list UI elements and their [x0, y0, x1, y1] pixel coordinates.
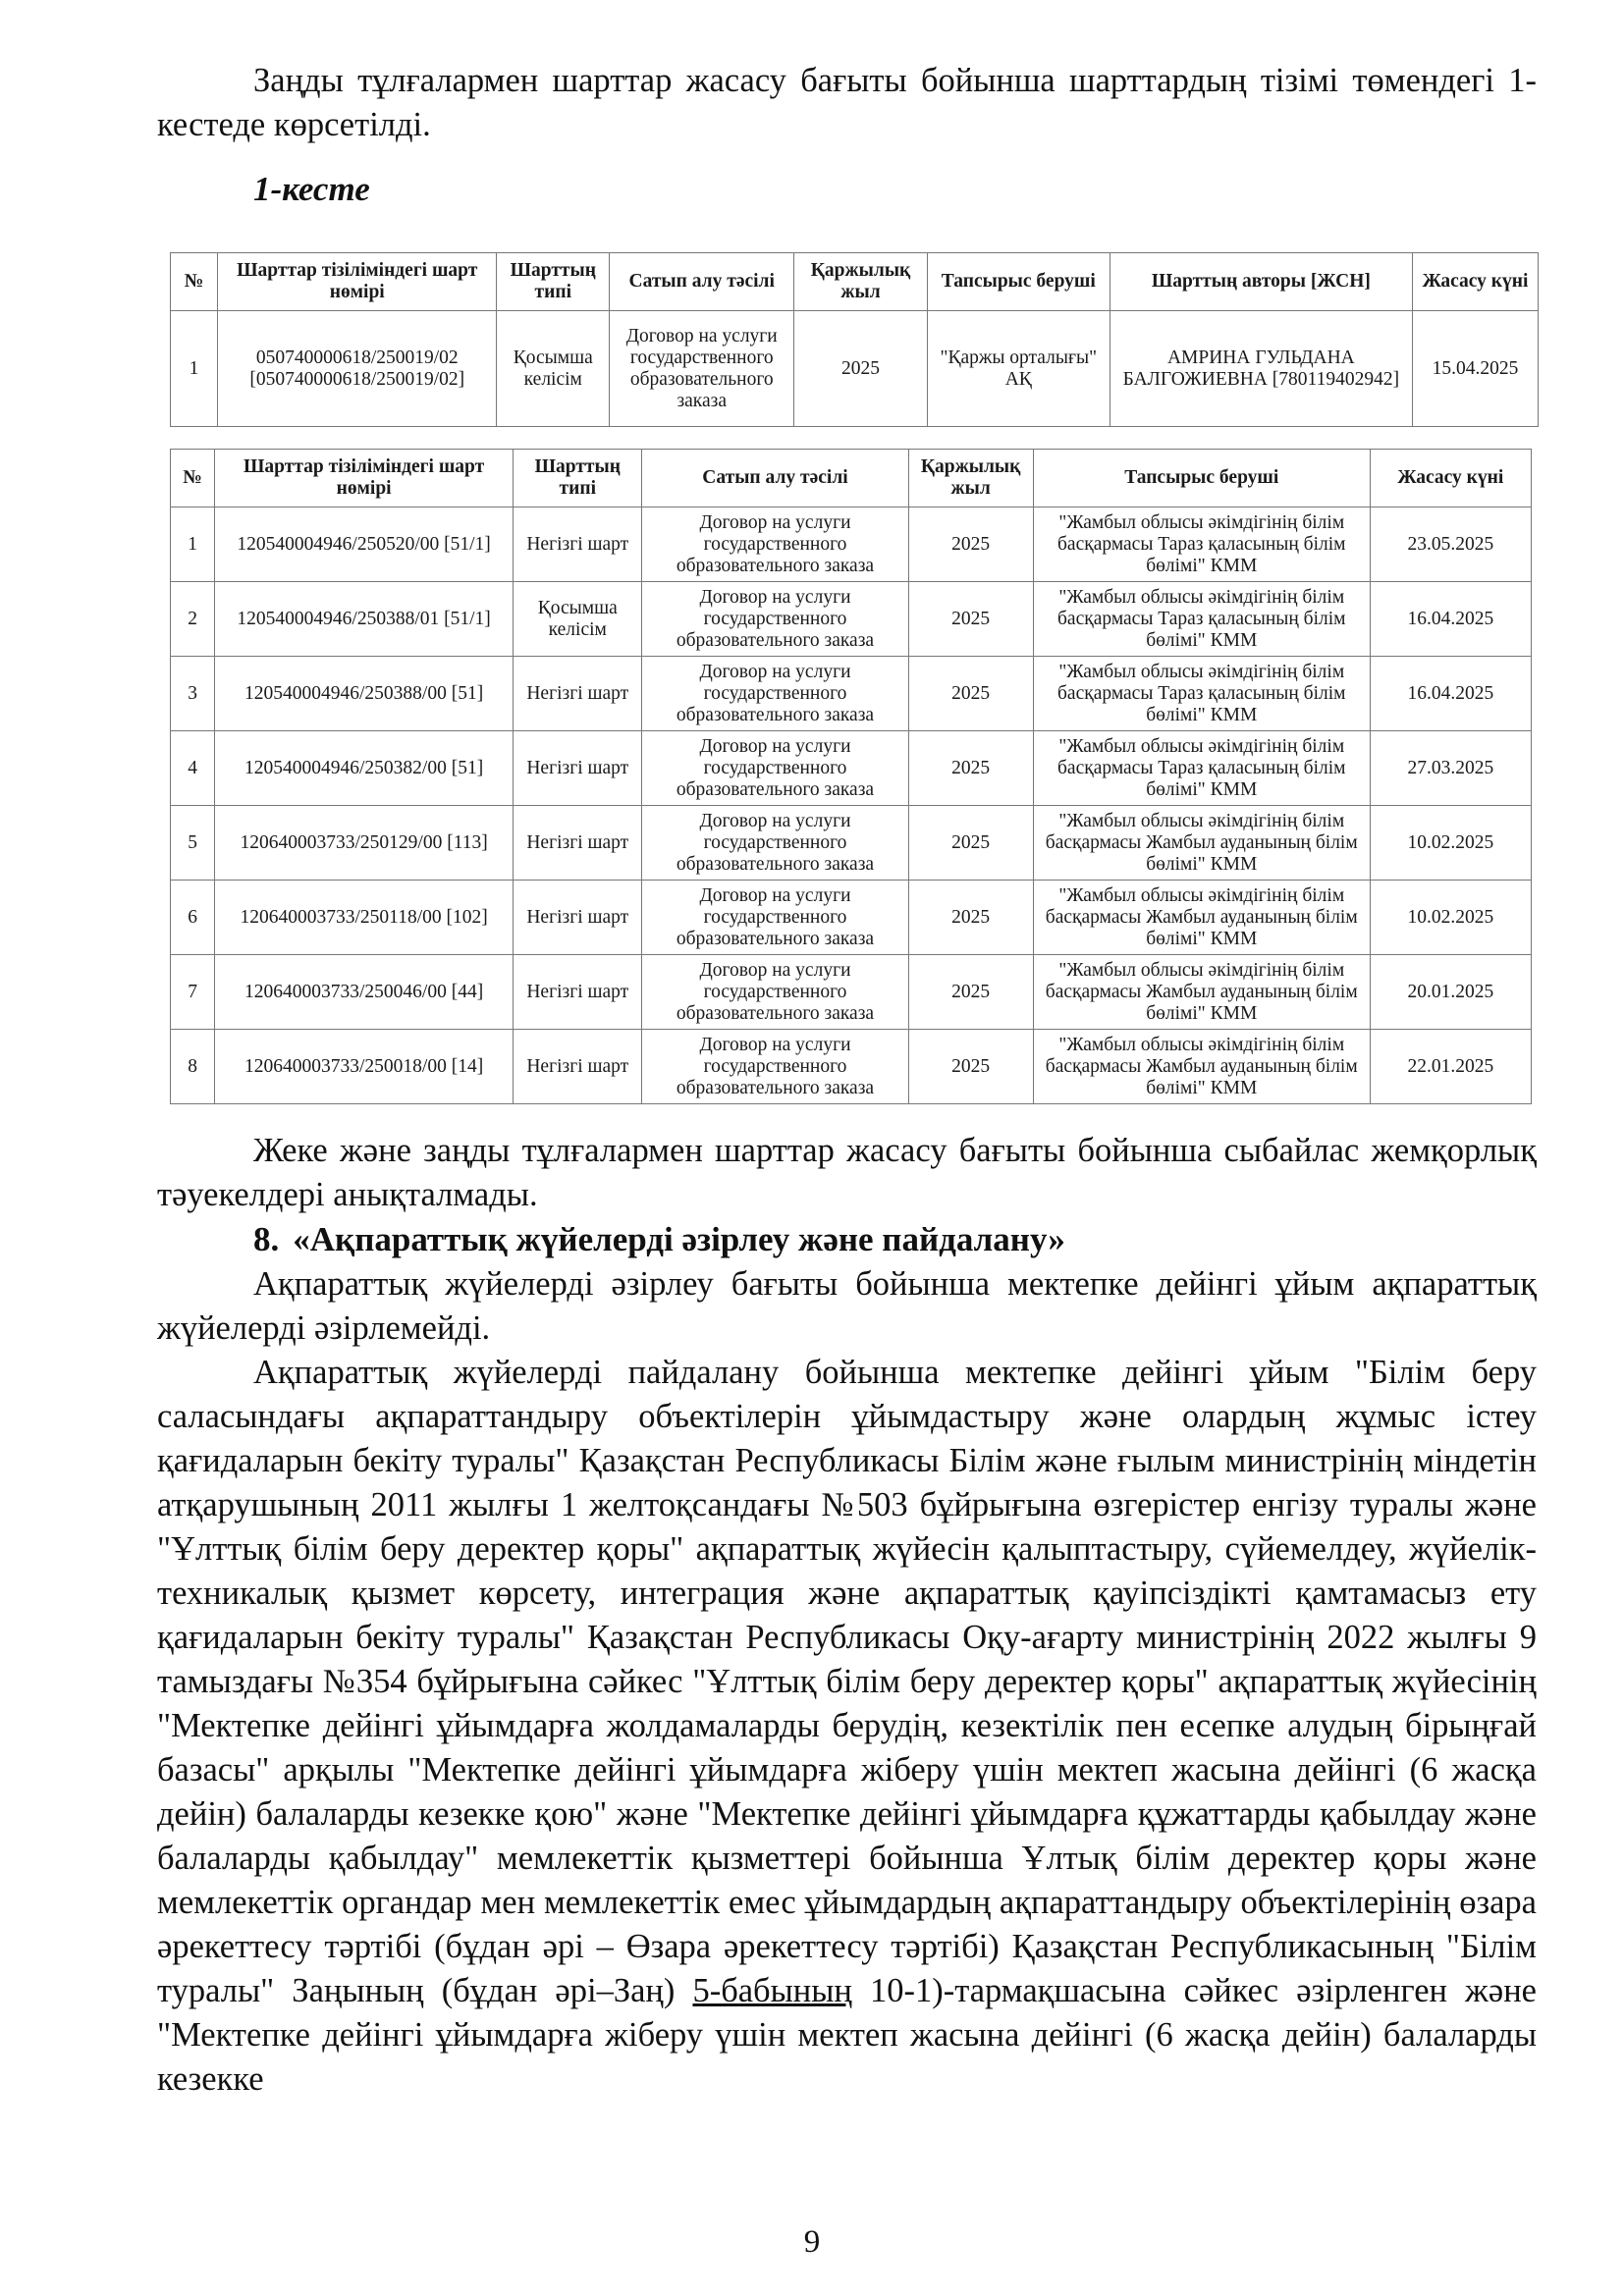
- column-header: Жасасу күні: [1413, 253, 1539, 311]
- table-cell: 10.02.2025: [1370, 881, 1531, 955]
- column-header: Қаржылық жыл: [794, 253, 928, 311]
- table-cell: Договор на услуги государственного образовательного заказа: [642, 955, 908, 1030]
- table-header-row: [171, 253, 1539, 311]
- table-cell: "Жамбыл облысы әкімдігінің білім басқармасы Тараз қаласының білім бөлімі" КММ: [1033, 582, 1370, 657]
- table-cell: 22.01.2025: [1370, 1030, 1531, 1104]
- table-cell: 2025: [908, 806, 1033, 881]
- table-cell: 1: [171, 311, 218, 427]
- table-row: [171, 955, 1532, 1030]
- table-cell: 3: [171, 657, 215, 731]
- table-cell: 120640003733/250046/00 [44]: [215, 955, 514, 1030]
- table-cell: "Қаржы орталығы" АҚ: [927, 311, 1110, 427]
- contracts-table-2: [170, 449, 1532, 1104]
- table-cell: Негізгі шарт: [514, 657, 642, 731]
- table-cell: 2025: [908, 955, 1033, 1030]
- table-cell: 1: [171, 507, 215, 582]
- table-cell: 20.01.2025: [1370, 955, 1531, 1030]
- table-cell: Договор на услуги государственного образовательного заказа: [642, 507, 908, 582]
- table-cell: Негізгі шарт: [514, 881, 642, 955]
- table-cell: 2025: [908, 731, 1033, 806]
- table-cell: 8: [171, 1030, 215, 1104]
- table-cell: Договор на услуги государственного образовательного заказа: [642, 1030, 908, 1104]
- column-header: Сатып алу тәсілі: [642, 450, 908, 507]
- table-row: [171, 657, 1532, 731]
- table-header-row: [171, 450, 1532, 507]
- table-cell: АМРИНА ГУЛЬДАНА БАЛГОЖИЕВНА [780119402942]: [1110, 311, 1412, 427]
- page-number: 9: [803, 2224, 821, 2260]
- table-cell: 2025: [908, 582, 1033, 657]
- table-cell: 7: [171, 955, 215, 1030]
- column-header: Қаржылық жыл: [908, 450, 1033, 507]
- table-cell: 10.02.2025: [1370, 806, 1531, 881]
- section-number: 8.: [253, 1220, 280, 1258]
- table-row: [171, 806, 1532, 881]
- column-header: Тапсырыс беруші: [927, 253, 1110, 311]
- table-cell: "Жамбыл облысы әкімдігінің білім басқармасы Тараз қаласының білім бөлімі" КММ: [1033, 507, 1370, 582]
- table-cell: "Жамбыл облысы әкімдігінің білім басқармасы Жамбыл ауданының білім бөлімі" КММ: [1033, 881, 1370, 955]
- section-heading: [157, 1217, 1537, 1262]
- usage-text-start: Ақпараттық жүйелерді пайдалану бойынша мектепке дейінгі ұйым "Білім беру саласындағы ақпараттандыру объектілерін ұйымдастыру және олардың жұмыс істеу қағидаларын бекіту туралы" Қазақстан Республикасы Білім және ғылым министрінің міндетін атқарушының 2011 жылғы 1 желтоқсандағы №503 бұйрығына өзгерістер енгізу туралы және "Ұлттық білім беру деректер қоры" ақпараттық жүйесін қалыптастыру, сүйемелдеу, жүйелік-техникалық қызмет көрсету, интеграция және ақпараттық қауіпсіздікті қамтамасыз ету қағидаларын бекіту туралы" Қазақстан Республикасы Оқу-ағарту министрінің 2022 жылғы 9 тамыздағы №354 бұйрығына сәйкес "Ұлттық білім беру деректер қоры" ақпараттық жүйесінің "Мектепке дейінгі ұйымдарға жолдамаларды берудің, кезектілік пен есепке алудың бірыңғай базасы" арқылы "Мектепке дейінгі ұйымдарға жіберу үшін мектеп жасына дейінгі (6 жасқа дейін) балаларды кезекке қою" және "Мектепке дейінгі ұйымдарға құжаттарды қабылдау және балаларды қабылдау" мемлекеттік қызметтері бойынша Ұлтық білім деректер қоры және мемлекеттік органдар мен мемлекеттік емес ұйымдардың ақпараттандыру объектілерінің өзара әрекеттесу тәртібі (бұдан әрі – Өзара әрекеттесу тәртібі) Қазақстан Республикасының "Білім туралы" Заңының (бұдан әрі–Заң): [157, 1354, 1537, 2009]
- after-tables-block: [157, 1129, 1537, 2102]
- column-header: Шарттар тізіліміндегі шарт нөмірі: [215, 450, 514, 507]
- column-header: Шарттың типі: [514, 450, 642, 507]
- usage-paragraph: [157, 1351, 1537, 2102]
- table-row: [171, 507, 1532, 582]
- table-cell: Негізгі шарт: [514, 507, 642, 582]
- table-cell: 2025: [794, 311, 928, 427]
- table-cell: 120640003733/250118/00 [102]: [215, 881, 514, 955]
- column-header: Сатып алу тәсілі: [610, 253, 794, 311]
- column-header: Шарттар тізіліміндегі шарт нөмірі: [218, 253, 497, 311]
- law-article-link[interactable]: 5-бабының: [692, 1972, 852, 2009]
- table-cell: Договор на услуги государственного образовательного заказа: [642, 582, 908, 657]
- contracts-table-1: [170, 252, 1539, 427]
- table-cell: 2025: [908, 657, 1033, 731]
- column-header: Тапсырыс беруші: [1033, 450, 1370, 507]
- table-cell: 120540004946/250388/01 [51/1]: [215, 582, 514, 657]
- table-cell: Договор на услуги государственного образовательного заказа: [642, 806, 908, 881]
- conclusion-paragraph: Жеке және заңды тұлғалармен шарттар жасасу бағыты бойынша сыбайлас жемқорлық тәуекелдері анықталмады.: [157, 1132, 1537, 1213]
- section-title: «Ақпараттық жүйелерді әзірлеу және пайдалану»: [293, 1220, 1065, 1258]
- table-cell: 2: [171, 582, 215, 657]
- intro-block: [157, 59, 1537, 214]
- table-cell: "Жамбыл облысы әкімдігінің білім басқармасы Тараз қаласының білім бөлімі" КММ: [1033, 731, 1370, 806]
- table-cell: Негізгі шарт: [514, 1030, 642, 1104]
- column-header: №: [171, 253, 218, 311]
- table-caption: 1-кесте: [253, 170, 370, 208]
- table-cell: 120540004946/250388/00 [51]: [215, 657, 514, 731]
- table-cell: Қосымша келісім: [514, 582, 642, 657]
- table-row: [171, 1030, 1532, 1104]
- table-cell: 050740000618/250019/02 [050740000618/250019/02]: [218, 311, 497, 427]
- table-cell: 120640003733/250129/00 [113]: [215, 806, 514, 881]
- table-cell: "Жамбыл облысы әкімдігінің білім басқармасы Жамбыл ауданының білім бөлімі" КММ: [1033, 806, 1370, 881]
- table-cell: 16.04.2025: [1370, 657, 1531, 731]
- table-cell: 120540004946/250520/00 [51/1]: [215, 507, 514, 582]
- table-cell: Негізгі шарт: [514, 731, 642, 806]
- table-cell: 5: [171, 806, 215, 881]
- table-cell: "Жамбыл облысы әкімдігінің білім басқармасы Жамбыл ауданының білім бөлімі" КММ: [1033, 1030, 1370, 1104]
- table-cell: 2025: [908, 881, 1033, 955]
- table-cell: Договор на услуги государственного образовательного заказа: [642, 731, 908, 806]
- table-cell: Договор на услуги государственного образовательного заказа: [642, 881, 908, 955]
- table-row: [171, 311, 1539, 427]
- column-header: Шарттың авторы [ЖСН]: [1110, 253, 1412, 311]
- table-row: [171, 582, 1532, 657]
- table-row: [171, 881, 1532, 955]
- table-cell: 120540004946/250382/00 [51]: [215, 731, 514, 806]
- development-paragraph: Ақпараттық жүйелерді әзірлеу бағыты бойынша мектепке дейінгі ұйым ақпараттық жүйелерді әзірлемейді.: [157, 1265, 1537, 1347]
- table-cell: 16.04.2025: [1370, 582, 1531, 657]
- table-cell: 6: [171, 881, 215, 955]
- column-header: Шарттың типі: [497, 253, 610, 311]
- usage-text-end: 10-1)-тармақшасына сәйкес әзірленген және "Мектепке дейінгі ұйымдарға жіберу үшін мектеп жасына дейінгі (6 жасқа дейін) балаларды кезекке: [157, 1972, 1537, 2098]
- table-cell: 2025: [908, 1030, 1033, 1104]
- table-cell: Қосымша келісім: [497, 311, 610, 427]
- column-header: №: [171, 450, 215, 507]
- table-cell: Негізгі шарт: [514, 955, 642, 1030]
- table-row: [171, 731, 1532, 806]
- table-cell: 23.05.2025: [1370, 507, 1531, 582]
- table-cell: "Жамбыл облысы әкімдігінің білім басқармасы Тараз қаласының білім бөлімі" КММ: [1033, 657, 1370, 731]
- column-header: Жасасу күні: [1370, 450, 1531, 507]
- table-cell: Договор на услуги государственного образовательного заказа: [610, 311, 794, 427]
- intro-paragraph: Заңды тұлғалармен шарттар жасасу бағыты бойынша шарттардың тізімі төмендегі 1-кестеде көрсетілді.: [157, 62, 1537, 143]
- table-cell: "Жамбыл облысы әкімдігінің білім басқармасы Жамбыл ауданының білім бөлімі" КММ: [1033, 955, 1370, 1030]
- table-cell: 15.04.2025: [1413, 311, 1539, 427]
- table-cell: Негізгі шарт: [514, 806, 642, 881]
- table-cell: 120640003733/250018/00 [14]: [215, 1030, 514, 1104]
- table-cell: 4: [171, 731, 215, 806]
- table-cell: 27.03.2025: [1370, 731, 1531, 806]
- table-cell: Договор на услуги государственного образовательного заказа: [642, 657, 908, 731]
- table-cell: 2025: [908, 507, 1033, 582]
